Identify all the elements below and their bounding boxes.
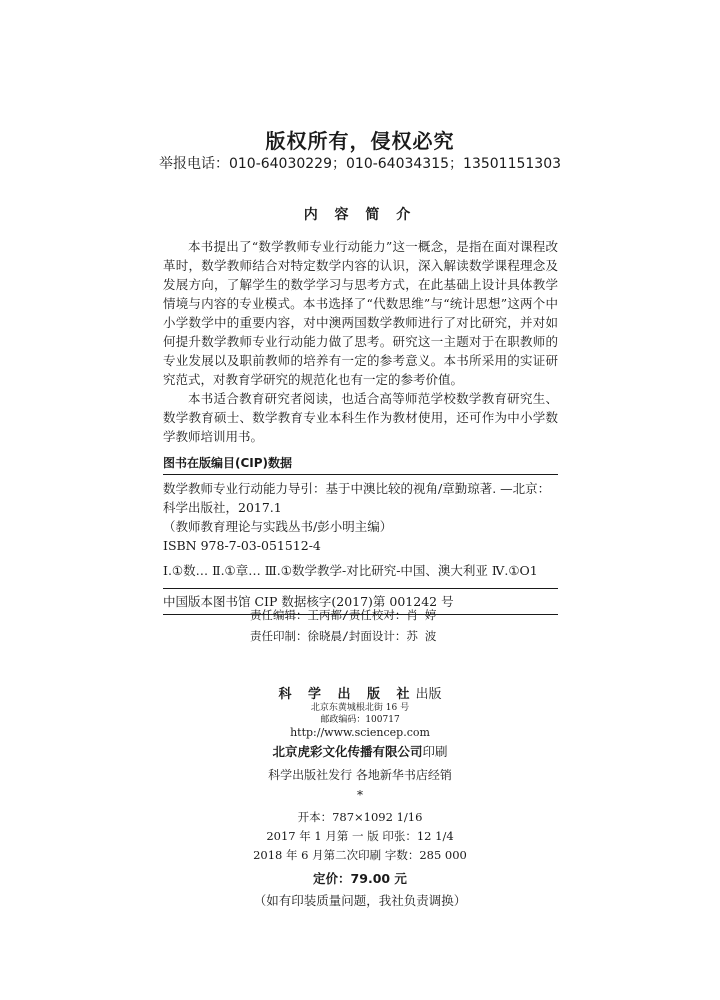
spec-format: 开本：787×1092 1/16 (297, 810, 423, 824)
cip-body (163, 479, 558, 580)
credits-design: 责任印制：徐晓晨/封面设计：苏 波 (250, 629, 437, 643)
cip-subjects: Ⅰ.①数… Ⅱ.①章… Ⅲ.①数学教学-对比研究-中国、澳大利亚 Ⅳ.①O1 (163, 563, 538, 578)
quality-note: （如有印装质量问题，我社负责调换） (253, 893, 467, 908)
credits-editors: 责任编辑：王丙都/责任校对：肖 婷 (250, 608, 437, 622)
publisher-postcode: 邮政编码：100717 (320, 715, 400, 725)
publisher-block (0, 683, 720, 909)
summary-heading: 内 容 简 介 (303, 207, 417, 223)
cip-series: （教师教育理论与实践丛书/彭小明主编） (163, 519, 393, 534)
summary-paragraph: 本书适合教育研究者阅读，也适合高等师范学校数学教育研究生、数学教育硕士、数学教育专业本科生作为教材使用，还可作为中小学数学教师培训用书。 (163, 391, 558, 444)
cip-check-number: 中国版本图书馆 CIP 数据核字(2017)第 001242 号 (163, 588, 558, 615)
cip-block (163, 454, 558, 615)
cip-isbn: ISBN 978-7-03-051512-4 (163, 538, 321, 553)
printer (0, 742, 720, 760)
summary-body (163, 237, 558, 446)
spec-second-printing: 2018 年 6 月第二次印刷 字数：285 000 (253, 848, 467, 862)
printer-suffix: 印刷 (422, 744, 448, 759)
report-phone: 举报电话：010-64030229；010-64034315；13501151303 (158, 156, 562, 172)
publisher-suffix: 出版 (415, 687, 442, 702)
book-specs (0, 808, 720, 865)
publisher-brand: 科 学 出 版 社 (278, 687, 416, 702)
printer-name: 北京虎彩文化传播有限公司 (272, 744, 423, 759)
publisher-url: http://www.sciencep.com (290, 726, 430, 739)
spec-first-edition: 2017 年 1 月第 一 版 印张：12 1/4 (266, 829, 454, 843)
price: 定价：79.00 元 (313, 871, 407, 886)
summary-paragraph: 本书提出了“数学教师专业行动能力”这一概念，是指在面对课程改革时，数学教师结合对特定数学内容的认识，深入解读数学课程理念及发展方向，了解学生的数学学习与思考方式，在此基础上设计具体教学情境与内容的专业模式。本书选择了“代数思维”与“统计思想”这两个中小学数学中的重要内容，对中澳两国数学教师进行了对比研究，并对如何提升数学教师专业行动能力做了思考。研究这一主题对于在职教师的专业发展以及职前教师的培养有一定的参考意义。本书所采用的实证研究范式，对教育学研究的规范化也有一定的参考价值。 (163, 239, 558, 387)
distribution: 科学出版社发行 各地新华书店经销 (268, 768, 452, 782)
copyright-title: 版权所有，侵权必究 (265, 129, 455, 153)
cip-title: 图书在版编目(CIP)数据 (163, 454, 558, 475)
cip-entry: 数学教师专业行动能力导引：基于中澳比较的视角/章勤琼著. —北京：科学出版社，2017.1 (163, 481, 551, 515)
publisher-address: 北京东黄城根北街 16 号 (310, 703, 410, 713)
separator-star: * (357, 788, 363, 802)
publisher-name (0, 683, 720, 702)
